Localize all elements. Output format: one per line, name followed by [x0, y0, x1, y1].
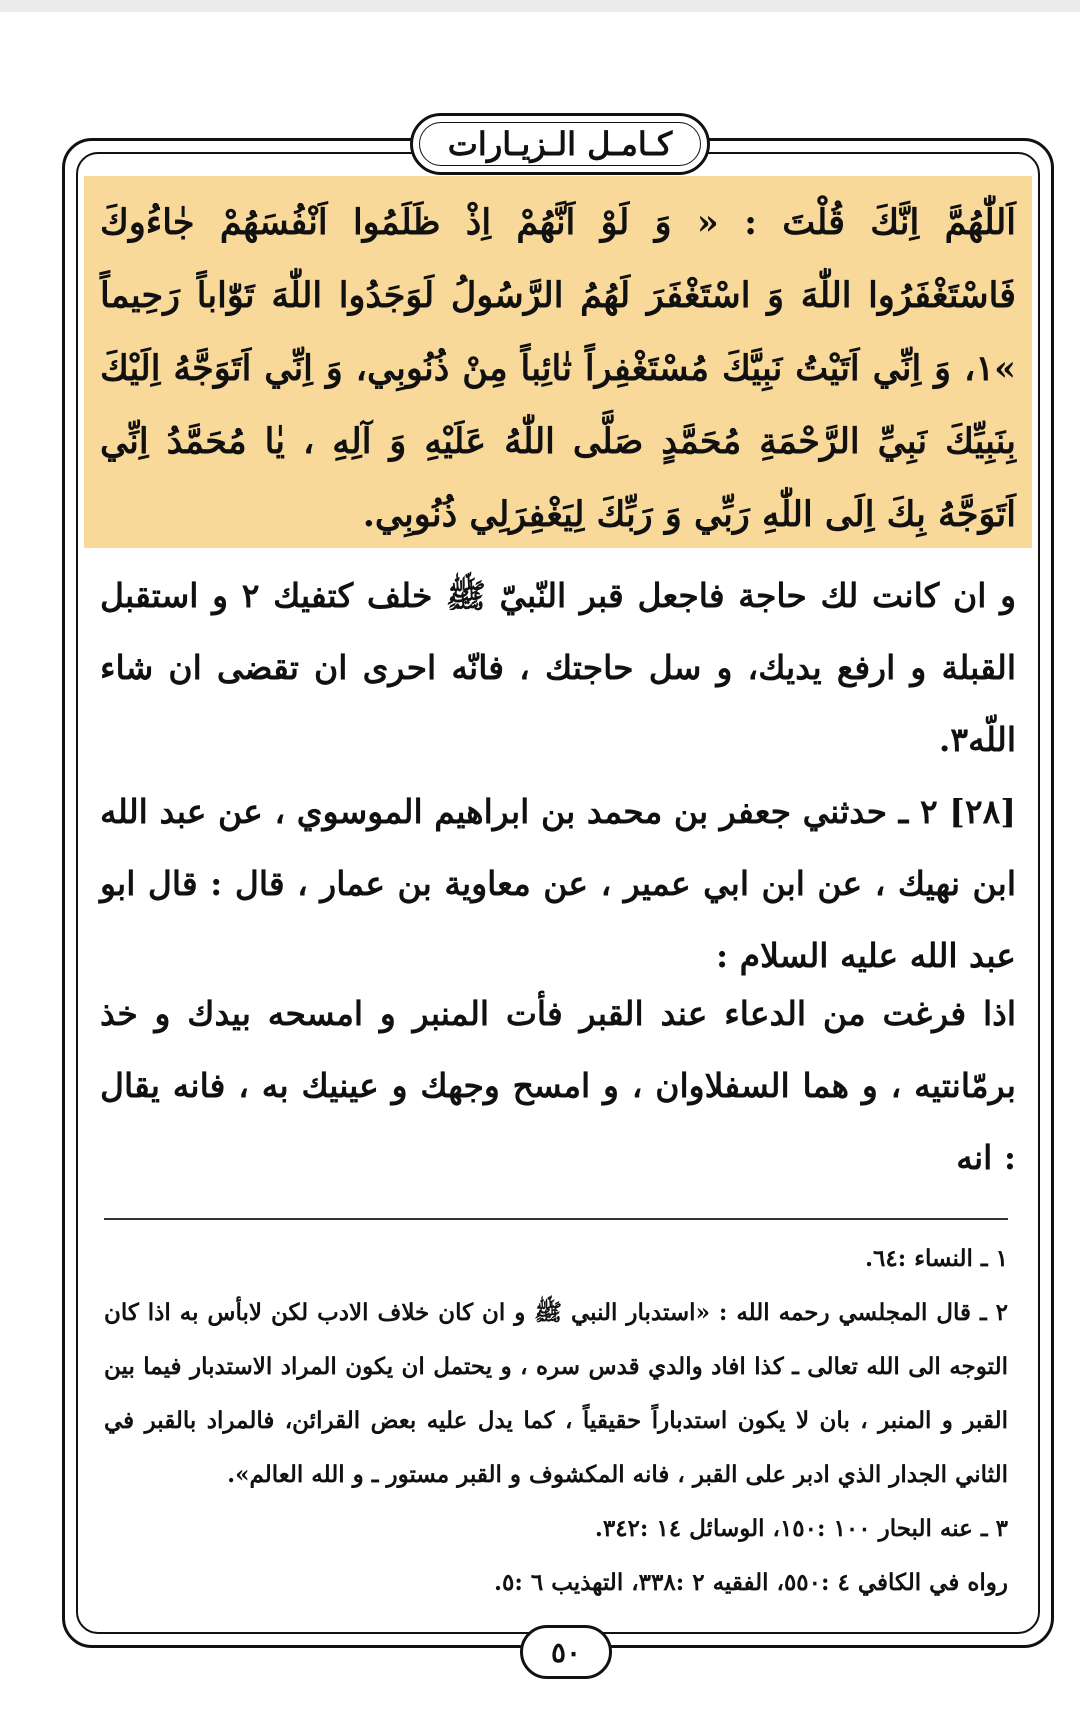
- footnotes: [104, 1232, 1008, 1610]
- paragraph-2: [٢٨] ٢ ـ حدثني جعفر بن محمد بن ابراهيم الموسوي ، عن عبد الله ابن نهيك ، عن ابن ابي عمير ، عن معاوية بن عمار ، قال : قال ابو عبد الله عليه السلام :: [100, 792, 1016, 975]
- quran-verse-block: اَللّٰهُمَّ اِنَّكَ قُلْتَ : « وَ لَوْ اَنَّهُمْ اِذْ ظَلَمُوا اَنْفُسَهُمْ جٰاءُوكَ فَاسْتَغْفَرُوا اللّٰهَ وَ اسْتَغْفَرَ لَهُمُ الرَّسُولُ لَوَجَدُوا اللّٰهَ تَوّٰاباً رَحِيماً »١، وَ اِنِّي اَتَيْتُ نَبِيَّكَ مُسْتَغْفِراً تٰائِباً مِنْ ذُنُوبِي، وَ اِنِّي اَتَوَجَّهُ اِلَيْكَ بِنَبِيِّكَ نَبِيِّ الرَّحْمَةِ مُحَمَّدٍ صَلَّى اللّٰهُ عَلَيْهِ وَ آلِهِ ، يٰا مُحَمَّدُ اِنِّي اَتَوَجَّهُ بِكَ اِلَى اللّٰهِ رَبِّي وَ رَبِّكَ لِيَغْفِرَلِي ذُنُوبِي.: [100, 202, 1016, 535]
- header-title-box: [410, 113, 710, 175]
- paragraph-3: اذا فرغت من الدعاء عند القبر فأت المنبر و امسحه بيدك و خذ برمّانتيه ، و هما السفلاوان ، و امسح وجهك و عينيك به ، فانه يقال : انه: [100, 994, 1016, 1177]
- footnote-3: ٣ ـ عنه البحار ١٠٠ :١٥٠، الوسائل ١٤ :٣٤٢.: [594, 1515, 1008, 1542]
- page-number-box: [520, 1625, 612, 1679]
- page-number: ٥٠: [550, 1635, 582, 1669]
- footnote-4: رواه في الكافي ٤ :٥٥٠، الفقيه ٢ :٣٣٨، التهذيب ٦ :٥.: [493, 1569, 1008, 1596]
- footnote-2: ٢ ـ قال المجلسي رحمه الله : «استدبار النبي ﷺ و ان كان خلاف الادب لكن لابأس به اذا كان التوجه الى الله تعالى ـ كذا افاد والدي قدس سره ، و يحتمل ان يكون المراد الاستدبار فيما بين القبر و المنبر ، بان لا يكون استدباراً حقيقياً ، كما يدل عليه بعض القرائن، فالمراد بالقبر في الثاني الجدار الذي ادبر على القبر ، فانه المكشوف و القبر مستور ـ و الله العالم».: [104, 1299, 1008, 1488]
- top-bar: [0, 0, 1080, 12]
- page-title: كـامـل الـزيـارات: [447, 125, 673, 163]
- footnote-1: ١ ـ النساء :٦٤.: [864, 1245, 1008, 1272]
- paragraph-1: و ان كانت لك حاجة فاجعل قبر النّبيّ ﷺ خلف كتفيك ٢ و استقبل القبلة و ارفع يديك، و سل حاجتك ، فانّه احرى ان تقضى ان شاء اللّه٣.: [100, 576, 1016, 759]
- footnote-divider: [104, 1218, 1008, 1220]
